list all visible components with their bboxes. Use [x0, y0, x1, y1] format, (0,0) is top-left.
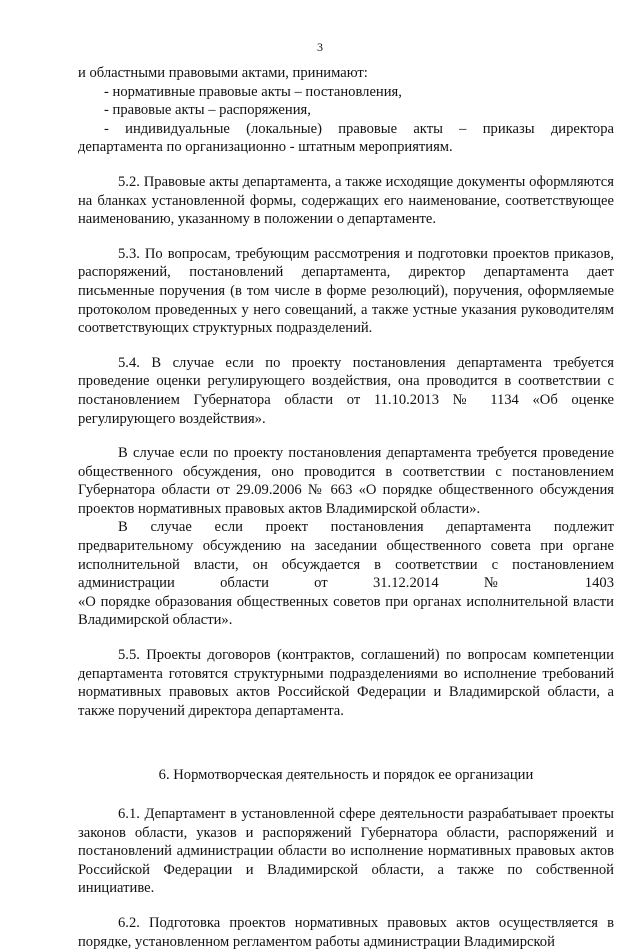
list-item: - нормативные правовые акты – постановления,	[104, 83, 402, 100]
paragraph-5-4-public-discussion: В случае если по проекту постановления департамента требуется проведение общественного обсуждения, оно проводится в соответствии с постановлением Губернатора области от 29.09.2006 № 663 «О порядке общественного обсуждения проектов нормативных правовых актов Владимирской области».	[78, 445, 614, 517]
paragraph-6-1: 6.1. Департамент в установленной сфере деятельности разрабатывает проекты законов области, указов и распоряжений Губернатора области, распоряжений и постановлений администрации области во исполнение нормативных правовых актов Российской Федерации и Владимирской области, а также по собственной инициативе.	[78, 806, 614, 897]
section-6-title: 6. Нормотворческая деятельность и порядок ее организации	[158, 767, 534, 784]
paragraph-5-5: 5.5. Проекты договоров (контрактов, соглашений) по вопросам компетенции департамента готовятся структурными подразделениями во исполнение требований нормативных правовых актов Российской Федерации и Владимирской области, а также поручений директора департамента.	[78, 647, 614, 719]
page-number: 3	[317, 40, 323, 54]
intro-lead: и областными правовыми актами, принимают:	[78, 65, 368, 81]
list-item: - правовые акты – распоряжения,	[104, 102, 311, 119]
paragraph-5-4-public-council: В случае если проект постановления департамента подлежит предварительному обсуждению на заседании общественного совета при органе исполнительной власти, он обсуждается в соответствии с постановлением администрации области от 31.12.2014 № 1403	[78, 519, 614, 592]
paragraph-5-4-public-council-tail: «О порядке образования общественных советов при органах исполнительной власти Владимирской области».	[78, 593, 614, 629]
paragraph-5-3: 5.3. По вопросам, требующим рассмотрения и подготовки проектов приказов, распоряжений, постановлений департамента, директор департамента дает письменные поручения (в том числе в форме резолюций), поручения, оформляемые протоколом проведенных у него совещаний, а также устные указания руководителям соответствующих структурных подразделений.	[78, 245, 614, 337]
list-item: - индивидуальные (локальные) правовые акты – приказы директора департамента по организационно - штатным мероприятиям.	[78, 120, 614, 156]
document-body	[78, 64, 614, 951]
paragraph-5-2: 5.2. Правовые акты департамента, а также исходящие документы оформляются на бланках установленной формы, содержащих его наименование, соответствующее наименованию, указанному в положении о департаменте.	[78, 173, 614, 228]
paragraph-6-2: 6.2. Подготовка проектов нормативных правовых актов осуществляется в порядке, установленном регламентом работы администрации Владимирской	[78, 914, 614, 950]
paragraph-5-4: 5.4. В случае если по проекту постановления департамента требуется проведение оценки регулирующего воздействия, она проводится в соответствии с постановлением Губернатора области от 11.10.2013 № 1134 «Об оценке регулирующего воздействия».	[78, 354, 614, 427]
